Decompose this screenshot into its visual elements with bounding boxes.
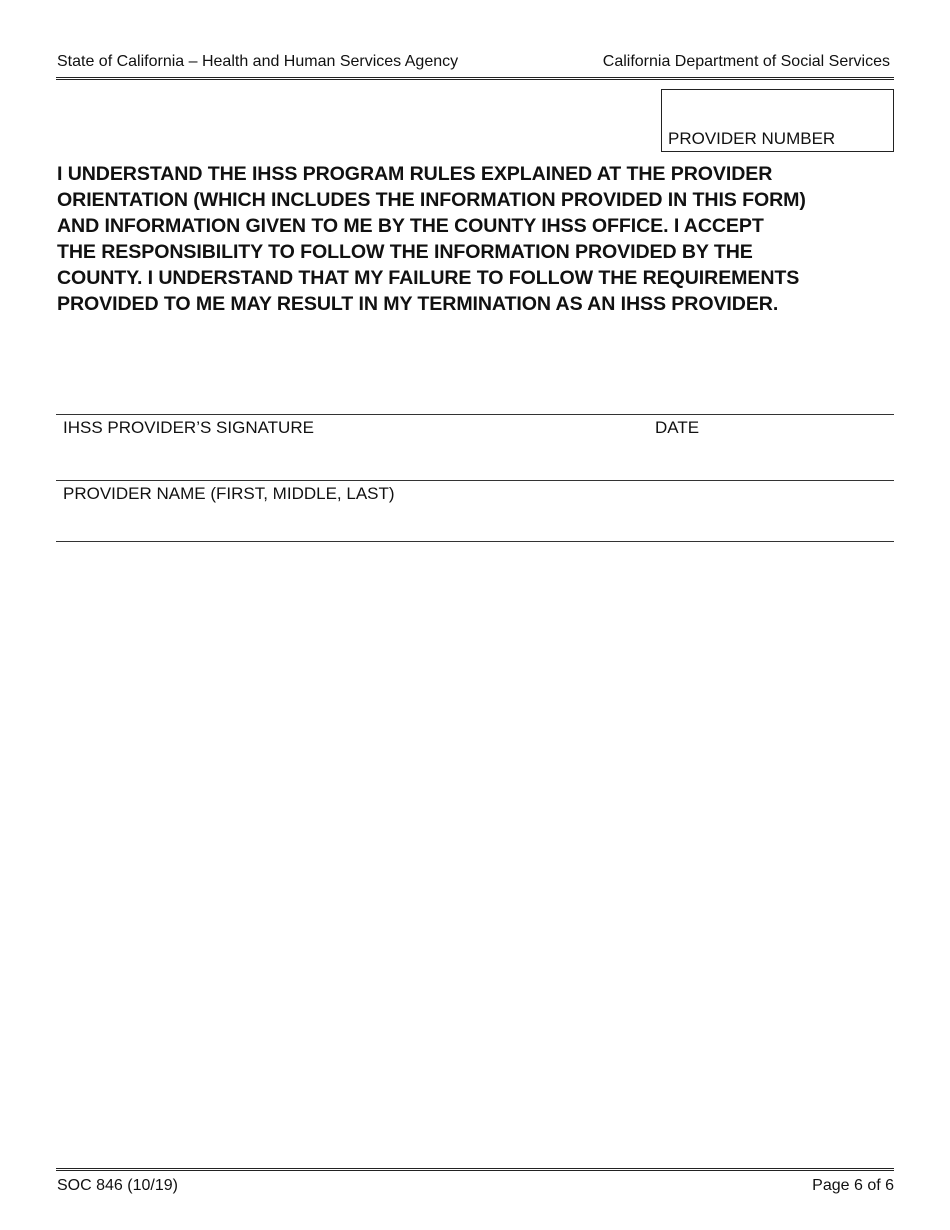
provider-name-label: PROVIDER NAME (FIRST, MIDDLE, LAST) <box>63 484 395 503</box>
signature-label: IHSS PROVIDER’S SIGNATURE <box>63 418 314 437</box>
acknowledgement-statement <box>57 161 917 317</box>
statement-line: COUNTY. I UNDERSTAND THAT MY FAILURE TO FOLLOW THE REQUIREMENTS <box>57 267 800 289</box>
statement-line: AND INFORMATION GIVEN TO ME BY THE COUNTY IHSS OFFICE. I ACCEPT <box>57 215 764 237</box>
provider-name-line[interactable] <box>56 480 894 481</box>
provider-number-label: PROVIDER NUMBER <box>668 129 836 148</box>
agency-header: State of California – Health and Human Services Agency <box>57 53 459 70</box>
page-number: Page 6 of 6 <box>812 1177 894 1194</box>
form-id: SOC 846 (10/19) <box>57 1177 178 1194</box>
footer-divider <box>56 1168 894 1171</box>
statement-line: PROVIDED TO ME MAY RESULT IN MY TERMINATION AS AN IHSS PROVIDER. <box>57 293 779 315</box>
department-header: California Department of Social Services <box>602 53 890 70</box>
statement-line: I UNDERSTAND THE IHSS PROGRAM RULES EXPLAINED AT THE PROVIDER <box>57 163 773 185</box>
statement-line: THE RESPONSIBILITY TO FOLLOW THE INFORMATION PROVIDED BY THE <box>57 241 753 263</box>
signature-line[interactable] <box>56 414 894 415</box>
statement-line: ORIENTATION (WHICH INCLUDES THE INFORMATION PROVIDED IN THIS FORM) <box>57 189 806 211</box>
header-divider <box>56 77 894 80</box>
provider-number-field[interactable] <box>661 89 894 152</box>
section-end-divider <box>56 541 894 542</box>
date-label: DATE <box>655 418 700 437</box>
